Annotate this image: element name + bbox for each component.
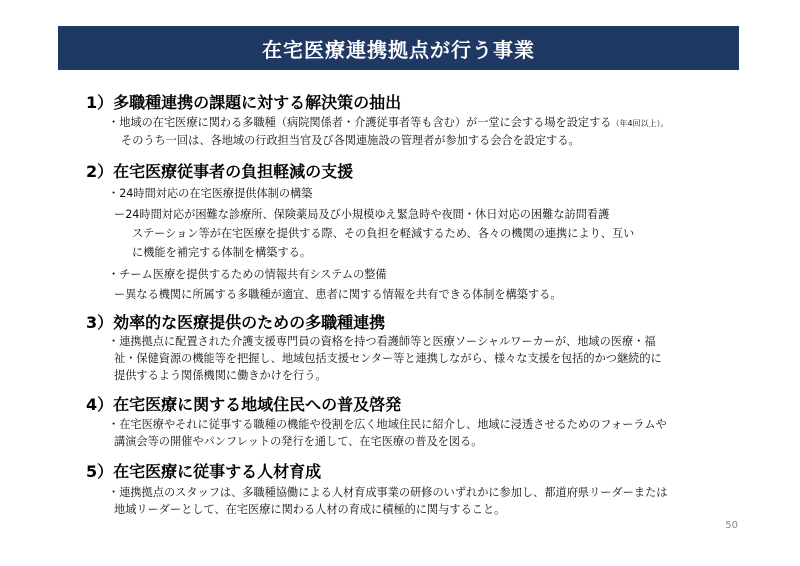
- section-2-heading: 2）在宅医療従事者の負担軽減の支援: [86, 162, 354, 181]
- section-1-line-2: そのうち一回は、各地域の行政担当官及び各関連施設の管理者が参加する会合を設定する。: [121, 134, 580, 147]
- page-title: 在宅医療連携拠点が行う事業: [58, 26, 739, 70]
- section-3-line-3: 提供するよう関係機関に働きかけを行う。: [114, 369, 327, 382]
- section-5-line-2: 地域リーダーとして、在宅医療に関わる人材の育成に積極的に関与すること。: [114, 503, 506, 516]
- section-2-line-1: ・24時間対応の在宅医療提供体制の構築: [108, 187, 313, 200]
- section-4-line-2: 講演会等の開催やパンフレットの発行を通して、在宅医療の普及を図る。: [114, 435, 483, 448]
- section-4-heading: 4）在宅医療に関する地域住民への普及啓発: [86, 395, 402, 414]
- section-1-line-1-note: （年4回以上）。: [611, 119, 669, 128]
- section-4-line-1: ・在宅医療やそれに従事する職種の機能や役割を広く地域住民に紹介し、地域に浸透させるためのフォーラムや: [108, 418, 667, 431]
- page-number: 50: [725, 520, 738, 531]
- section-5-heading: 5）在宅医療に従事する人材育成: [86, 462, 322, 481]
- section-3-line-2: 祉・保健資源の機能等を把握し、地域包括支援センター等と連携しながら、様々な支援を包括的かつ継続的に: [114, 352, 662, 365]
- section-2-line-4: に機能を補完する体制を構築する。: [132, 246, 312, 259]
- section-2-line-3: ステーション等が在宅医療を提供する際、その負担を軽減するため、各々の機関の連携により、互い: [132, 227, 635, 240]
- section-1-line-1: ・地域の在宅医療に関わる多職種（病院関係者・介護従事者等も含む）が一堂に会する場を設定する（年4回以上）。: [108, 116, 669, 129]
- section-1-heading: 1）多職種連携の課題に対する解決策の抽出: [86, 93, 402, 112]
- section-3-heading: 3）効率的な医療提供のための多職種連携: [86, 313, 386, 332]
- section-2-line-2: ー24時間対応が困難な診療所、保険薬局及び小規模ゆえ緊急時や夜間・休日対応の困難な訪問看護: [114, 208, 610, 221]
- section-2-line-5: ・チーム医療を提供するための情報共有システムの整備: [108, 268, 387, 281]
- section-3-line-1: ・連携拠点に配置された介護支援専門員の資格を持つ看護師等と医療ソーシャルワーカーが、地域の医療・福: [108, 335, 656, 348]
- section-5-line-1: ・連携拠点のスタッフは、多職種協働による人材育成事業の研修のいずれかに参加し、都道府県リーダーまたは: [108, 486, 668, 499]
- section-2-line-6: ー異なる機関に所属する多職種が適宜、患者に関する情報を共有できる体制を構築する。: [114, 288, 562, 301]
